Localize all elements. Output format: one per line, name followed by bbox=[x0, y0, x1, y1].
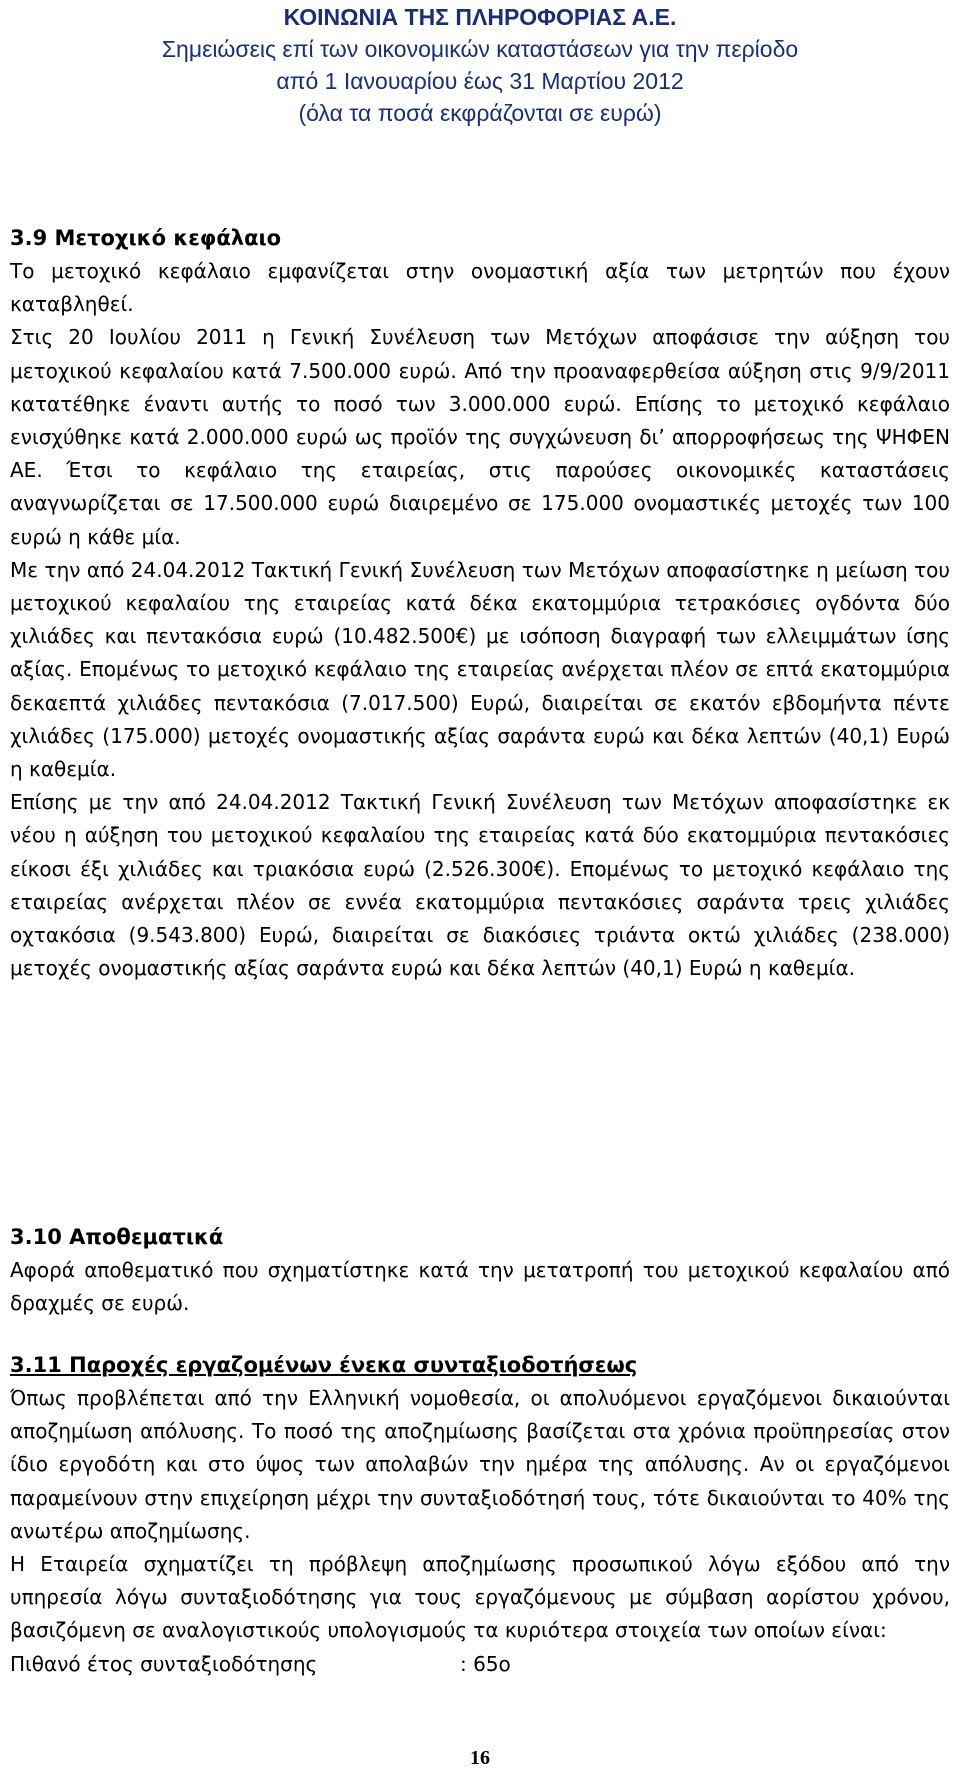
section-title: 3.10 Αποθεματικά bbox=[10, 1225, 224, 1249]
assumption-row bbox=[10, 1648, 950, 1681]
section-title: 3.9 Μετοχικό κεφάλαιο bbox=[10, 226, 282, 250]
section-reserves bbox=[10, 1221, 950, 1320]
assumption-label: Πιθανό έτος συνταξιοδότησης bbox=[10, 1651, 318, 1676]
page-number: 16 bbox=[470, 1747, 490, 1769]
header-subtitle-line1: Σημειώσεις επί των οικονομικών καταστάσεων για την περίοδο bbox=[161, 36, 799, 62]
assumption-value: : 65ο bbox=[460, 1651, 511, 1676]
section-employee-benefits bbox=[10, 1349, 950, 1681]
paragraph: Όπως προβλέπεται από την Ελληνική νομοθεσία, οι απολυόμενοι εργαζόμενοι δικαιούνται αποζημίωση απόλυσης. Το ποσό της αποζημίωσης βασίζεται στα χρόνια προϋπηρεσίας στον ίδιο εργοδότη και στο ύψος των απολαβών την ημέρα της απόλυσης. Αν οι εργαζόμενοι παραμείνουν στην επιχείρηση μέχρι την συνταξιοδότησή τους, τότε δικαιούνται το 40% της ανωτέρω αποζημίωσης. bbox=[10, 1386, 950, 1543]
company-name: ΚΟΙΝΩΝΙΑ ΤΗΣ ΠΛΗΡΟΦΟΡΙΑΣ Α.Ε. bbox=[283, 4, 677, 30]
section-title: 3.11 Παροχές εργαζομένων ένεκα συνταξιοδοτήσεως bbox=[10, 1353, 638, 1377]
header-subtitle-line3: (όλα τα ποσά εκφράζονται σε ευρώ) bbox=[298, 100, 662, 126]
header-subtitle-line2: από 1 Ιανουαρίου έως 31 Μαρτίου 2012 bbox=[276, 68, 684, 94]
paragraph: Επίσης με την από 24.04.2012 Τακτική Γενική Συνέλευση των Μετόχων αποφασίστηκε εκ νέου η αύξηση του μετοχικού κεφαλαίου της εταιρείας κατά δύο εκατομμύρια πεντακόσιες είκοσι έξι χιλιάδες και τριακόσια ευρώ (2.526.300€). Επομένως το μετοχικό κεφάλαιο της εταιρείας ανέρχεται πλέον σε εννέα εκατομμύρια πεντακόσιες σαράντα τρεις χιλιάδες οχτακόσια (9.543.800) Ευρώ, διαιρείται σε διακόσιες τριάντα οκτώ χιλιάδες (238.000) μετοχές ονομαστικής αξίας σαράντα ευρώ και δέκα λεπτών (40,1) Ευρώ η καθεμία. bbox=[10, 790, 950, 981]
paragraph: Η Εταιρεία σχηματίζει τη πρόβλεψη αποζημίωσης προσωπικού λόγω εξόδου από την υπηρεσία λόγω συνταξιοδότησης για τους εργαζόμενους με σύμβαση αορίστου χρόνου, βασιζόμενη σε αναλογιστικούς υπολογισμούς τα κυριότερα στοιχεία των οποίων είναι: bbox=[10, 1552, 950, 1643]
paragraph: Αφορά αποθεματικό που σχηματίστηκε κατά την μετατροπή του μετοχικού κεφαλαίου από δραχμές σε ευρώ. bbox=[10, 1258, 950, 1316]
paragraph: Στις 20 Ιουλίου 2011 η Γενική Συνέλευση των Μετόχων αποφάσισε την αύξηση του μετοχικού κεφαλαίου κατά 7.500.000 ευρώ. Από την προαναφερθείσα αύξηση στις 9/9/2011 κατατέθηκε έναντι αυτής το ποσό των 3.000.000 ευρώ. Επίσης το μετοχικό κεφάλαιο ενισχύθηκε κατά 2.000.000 ευρώ ως προϊόν της συγχώνευση δι’ απορροφήσεως της ΨΗΦΕΝ ΑΕ. Έτσι το κεφάλαιο της εταιρείας, στις παρούσες οικονομικές καταστάσεις αναγνωρίζεται σε 17.500.000 ευρώ διαιρεμένο σε 175.000 ονομαστικές μετοχές των 100 ευρώ η κάθε μία. bbox=[10, 325, 950, 549]
section-share-capital bbox=[10, 222, 950, 985]
paragraph: Με την από 24.04.2012 Τακτική Γενική Συνέλευση των Μετόχων αποφασίστηκε η μείωση του μετοχικού κεφαλαίου της εταιρείας κατά δέκα εκατομμύρια τετρακόσιες ογδόντα δύο χιλιάδες και πεντακόσια ευρώ (10.482.500€) με ισόποση διαγραφή των ελλειμμάτων ίσης αξίας. Επομένως το μετοχικό κεφάλαιο της εταιρείας ανέρχεται πλέον σε επτά εκατομμύρια δεκαεπτά χιλιάδες πεντακόσια (7.017.500) Ευρώ, διαιρείται σε εκατόν εβδομήντα πέντε χιλιάδες (175.000) μετοχές ονομαστικής αξίας σαράντα ευρώ και δέκα λεπτών (40,1) Ευρώ η καθεμία. bbox=[10, 557, 950, 782]
paragraph: Το μετοχικό κεφάλαιο εμφανίζεται στην ονομαστική αξία των μετρητών που έχουν καταβληθεί. bbox=[10, 259, 950, 317]
